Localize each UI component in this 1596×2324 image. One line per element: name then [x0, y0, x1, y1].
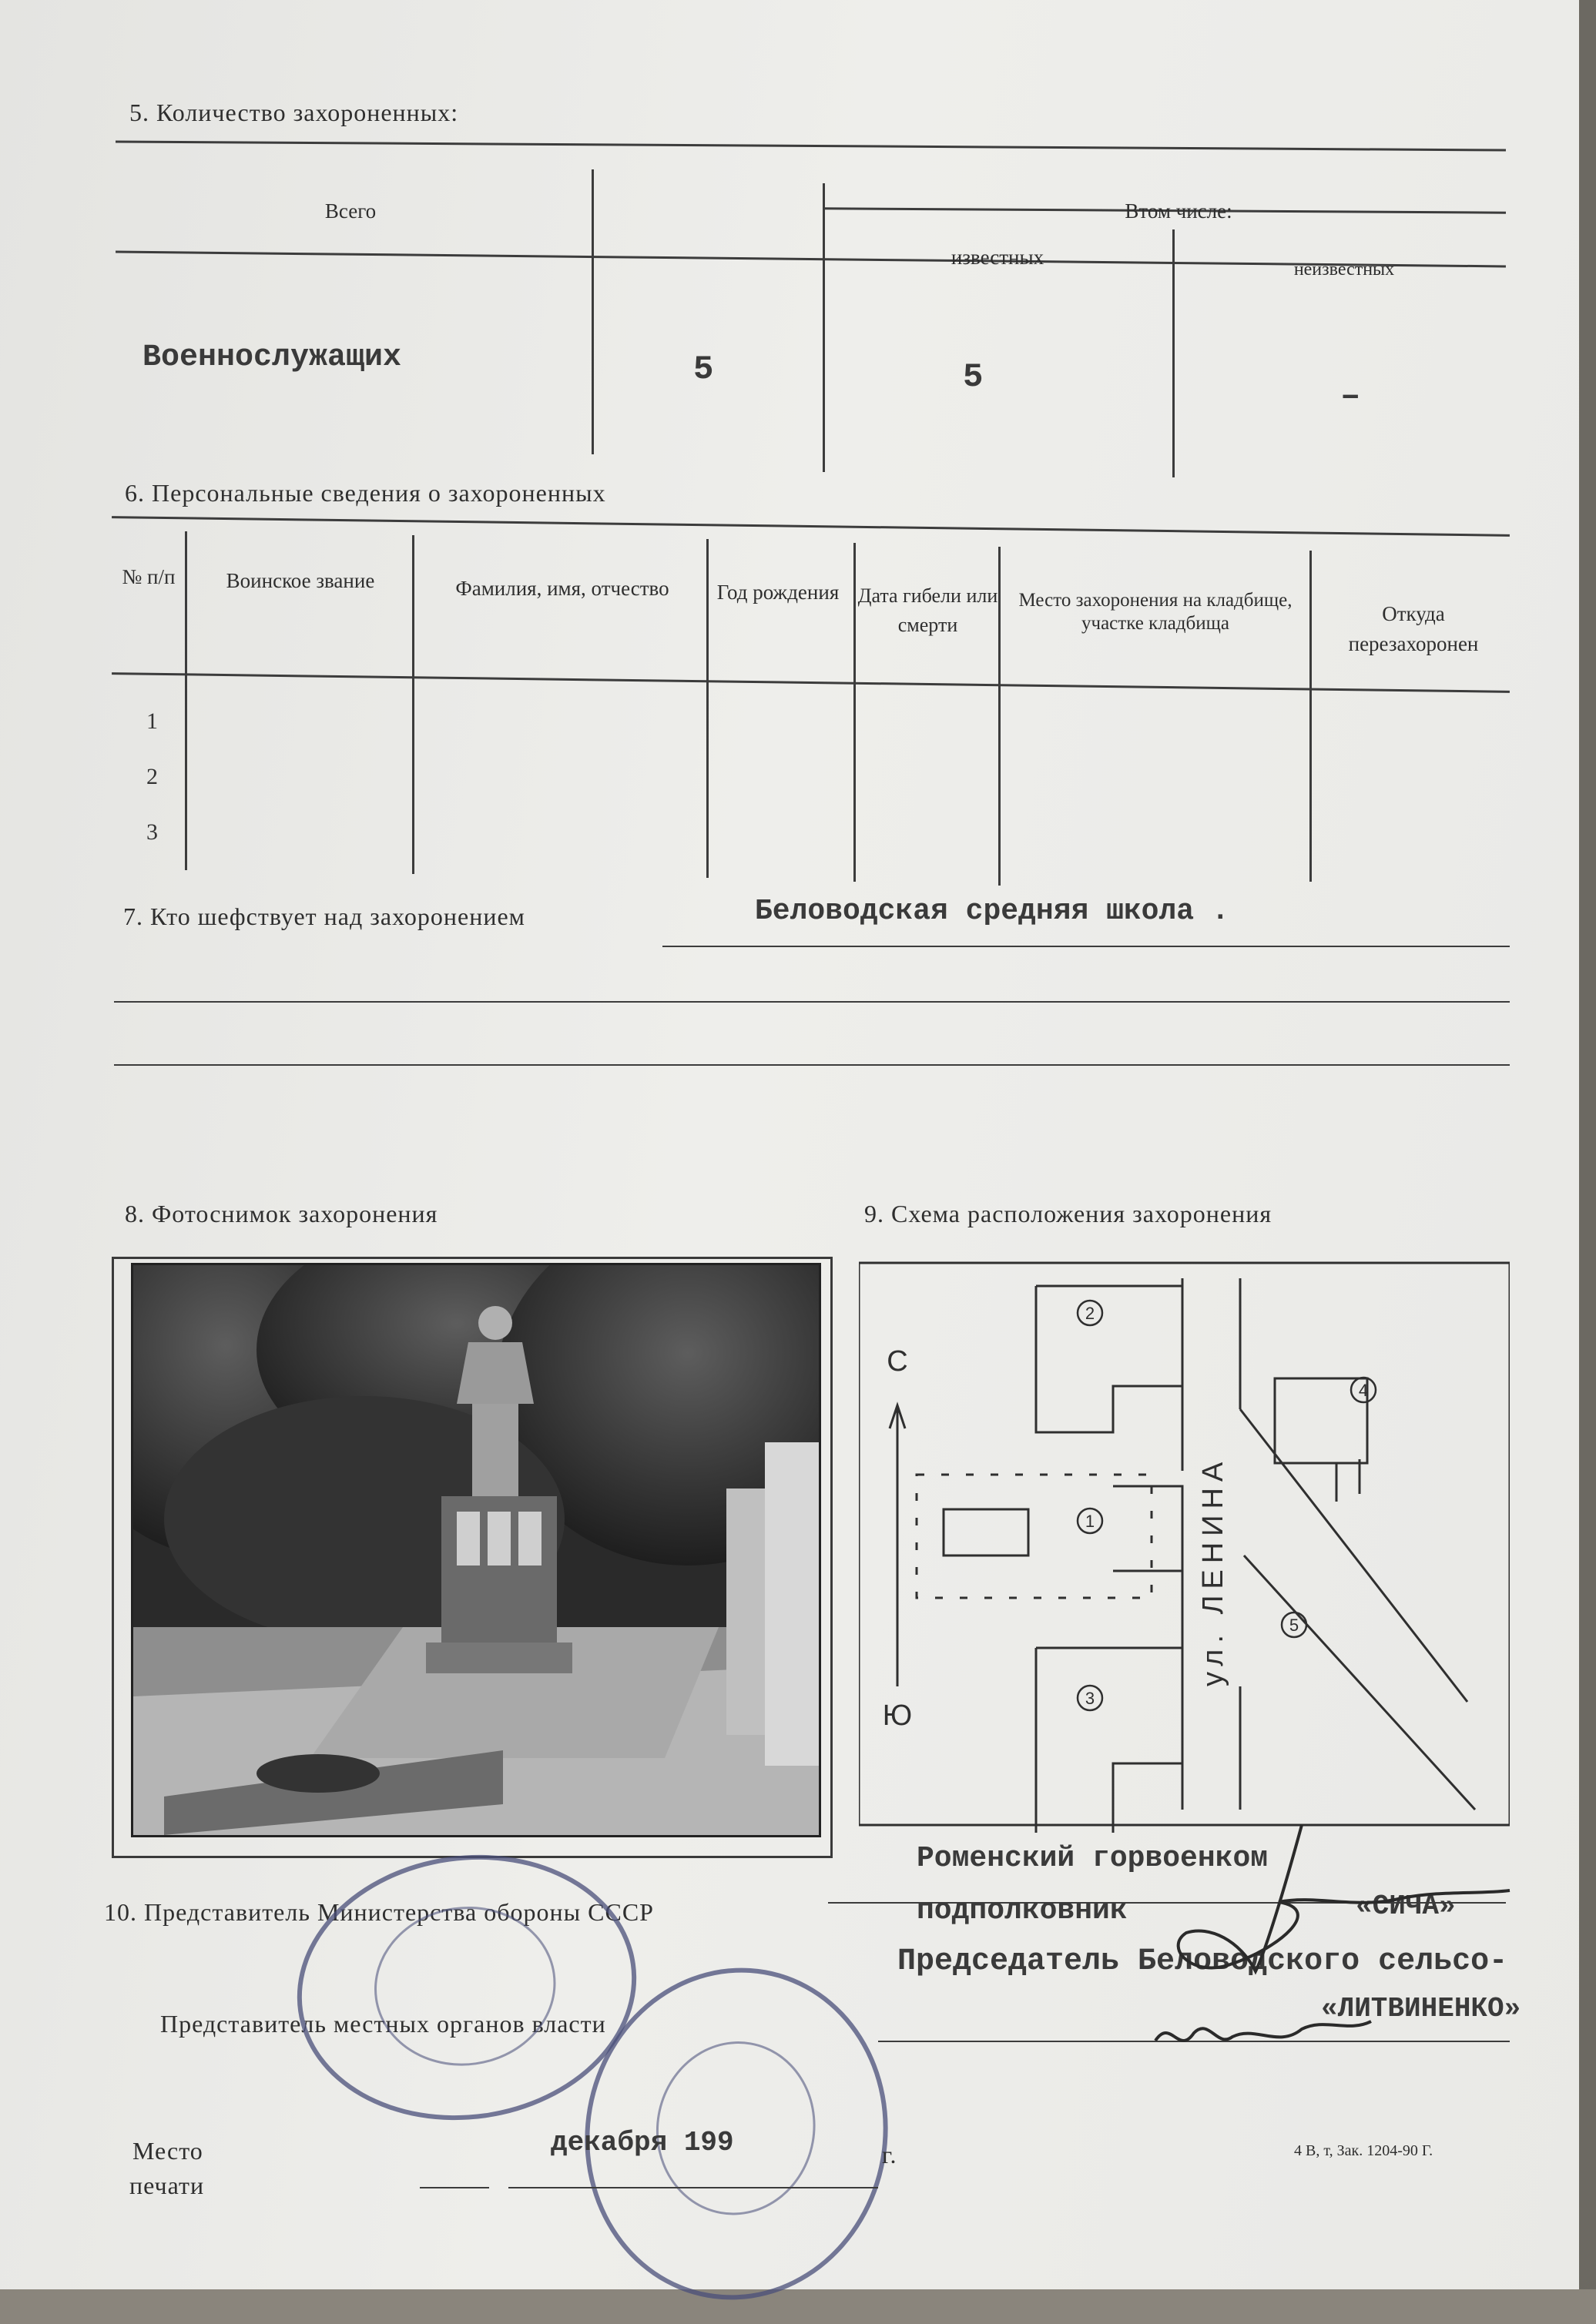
section9-title: 9. Схема расположения захоронения [864, 1200, 1272, 1227]
stamp-label: печати [129, 2172, 205, 2199]
header-fullname: Фамилия, имя, отчество [455, 577, 669, 600]
fill-line [114, 1064, 1510, 1066]
fill-line [114, 1001, 1510, 1003]
unknown-value: – [1340, 377, 1361, 416]
printer-note: 4 В, т, Зак. 1204-90 Г. [1294, 2142, 1433, 2159]
scheme-drawing [859, 1255, 1510, 1833]
header-death-date: Дата гибели или смерти [857, 584, 998, 636]
signer1-name: «СИЧА» [1356, 1890, 1456, 1922]
patron-value: Беловодская средняя школа . [755, 895, 1229, 928]
total-value: 5 [693, 350, 714, 389]
signer1-line2: подполковник [917, 1894, 1128, 1927]
memorial-photo-image [133, 1265, 819, 1835]
table6-vline [1309, 551, 1312, 882]
date-month-value: декабря 199 [551, 2127, 734, 2158]
col-total-header: Всего [324, 199, 377, 223]
stamp-inner-ring [364, 1895, 566, 2078]
section6-title: 6. Персональные сведения о захороненных [125, 479, 606, 507]
col-including-header: Втом числе: [1125, 199, 1232, 223]
header-rank: Воинское звание [226, 569, 375, 592]
table5-top-line [116, 140, 1506, 151]
table5-vline [592, 169, 594, 454]
marker-3-label: 3 [1085, 1689, 1095, 1708]
section7-label: 7. Кто шефствует над захоронением [123, 902, 525, 930]
memorial-photo [131, 1263, 821, 1837]
table5-vline [823, 183, 825, 472]
signer2-line1: Председатель Беловодского сельсо- [897, 1944, 1508, 1979]
section8-title: 8. Фотоснимок захоронения [125, 1200, 438, 1227]
row-number: 1 [146, 708, 158, 734]
marker-2-label: 2 [1085, 1304, 1095, 1323]
location-scheme [859, 1255, 1510, 1833]
row-military-label: Военнослужащих [142, 340, 402, 375]
section10-label: 10. Представитель Министерства обороны СССР [104, 1898, 654, 1926]
table6-vline [853, 543, 856, 882]
date-month-line [508, 2187, 878, 2188]
header-number: № п/п [122, 565, 176, 588]
south-label: Ю [882, 1699, 913, 1732]
header-birth-year: Год рождения [716, 581, 840, 604]
table6-vline [185, 531, 187, 870]
row-number: 2 [146, 764, 158, 789]
place-label: Место [132, 2137, 203, 2165]
row-number: 3 [146, 819, 158, 845]
signer2-name: «ЛИТВИНЕНКО» [1321, 1993, 1521, 2024]
north-label: С [887, 1345, 908, 1378]
col-known-header: известных [951, 246, 1044, 269]
table6-vline [412, 535, 414, 874]
marker-1-label: 1 [1085, 1512, 1095, 1531]
known-value: 5 [963, 358, 984, 397]
signatures [1078, 1817, 1541, 2071]
fill-line [662, 946, 1510, 947]
table6-top-line [112, 516, 1510, 537]
table6-vline [706, 539, 709, 878]
section5-title: 5. Количество захороненных: [129, 99, 459, 126]
local-authority-label: Представитель местных органов власти [160, 2010, 606, 2038]
marker-5-label: 5 [1289, 1616, 1299, 1635]
year-suffix: г. [882, 2141, 897, 2168]
col-unknown-header: неизвестных [1293, 260, 1395, 280]
header-burial-place: Место захоронения на кладбище, участке кладбища [1018, 590, 1293, 634]
date-day-line [420, 2187, 489, 2188]
background-edge [1579, 0, 1596, 2289]
header-reburied-from: Откуда перезахоронен [1348, 602, 1479, 656]
signer1-line1: Роменский горвоенком [917, 1842, 1269, 1875]
table6-header-line [112, 672, 1510, 693]
street-label: ул. ЛЕНИНА [1197, 1455, 1229, 1686]
marker-4-label: 4 [1358, 1381, 1369, 1400]
table5-vline [1172, 229, 1175, 477]
